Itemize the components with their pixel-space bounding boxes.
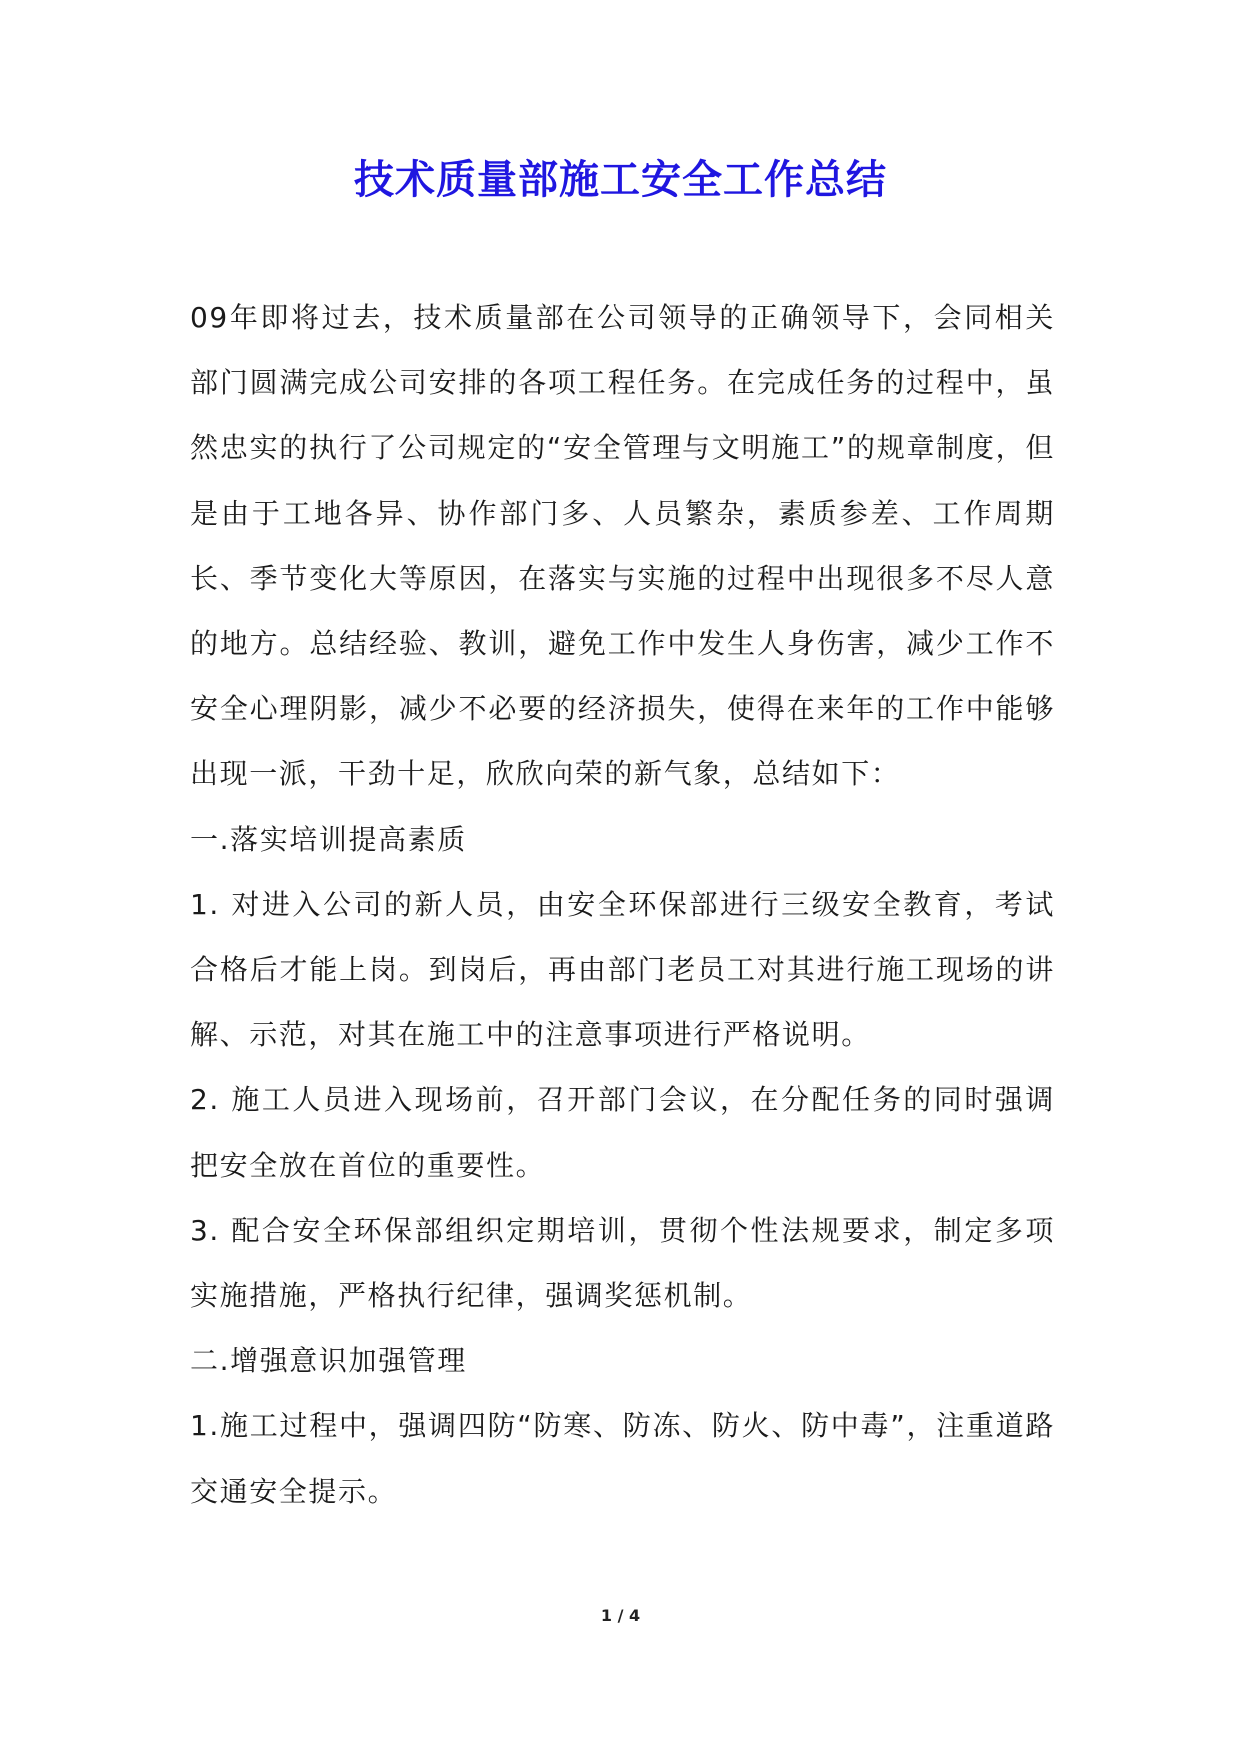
section-heading-2: 二.增强意识加强管理 [190,1344,467,1378]
list-item: 1.施工过程中，强调四防“防寒、防冻、防火、防中毒”，注重道路交通安全提示。 [190,1409,1055,1508]
document-title: 技术质量部施工安全工作总结 [354,157,887,203]
list-item: 3. 配合安全环保部组织定期培训，贯彻个性法规要求，制定多项实施措施，严格执行纪律，强调奖惩机制。 [190,1213,1055,1313]
intro-paragraph: 09年即将过去，技术质量部在公司领导的正确领导下，会同相关部门圆满完成公司安排的各项工程任务。在完成任务的过程中，虽然忠实的执行了公司规定的“安全管理与文明施工”的规章制度，但是由于工地各异、协作部门多、人员繁杂，素质参差、工作周期长、季节变化大等原因，在落实与实施的过程中出现很多不尽人意的地方。总结经验、教训，避免工作中发生人身伤害，减少工作不安全心理阴影，减少不必要的经济损失，使得在来年的工作中能够出现一派，干劲十足，欣欣向荣的新气象，总结如下： [190,301,1055,791]
page-number: 1 / 4 [600,1606,641,1625]
list-item: 1. 对进入公司的新人员，由安全环保部进行三级安全教育，考试合格后才能上岗。到岗后，再由部门老员工对其进行施工现场的讲解、示范，对其在施工中的注意事项进行严格说明。 [190,887,1055,1052]
section-heading-1: 一.落实培训提高素质 [190,822,467,856]
list-item: 2. 施工人员进入现场前，召开部门会议，在分配任务的同时强调把安全放在首位的重要性。 [190,1083,1055,1182]
document-body [190,285,1055,1524]
